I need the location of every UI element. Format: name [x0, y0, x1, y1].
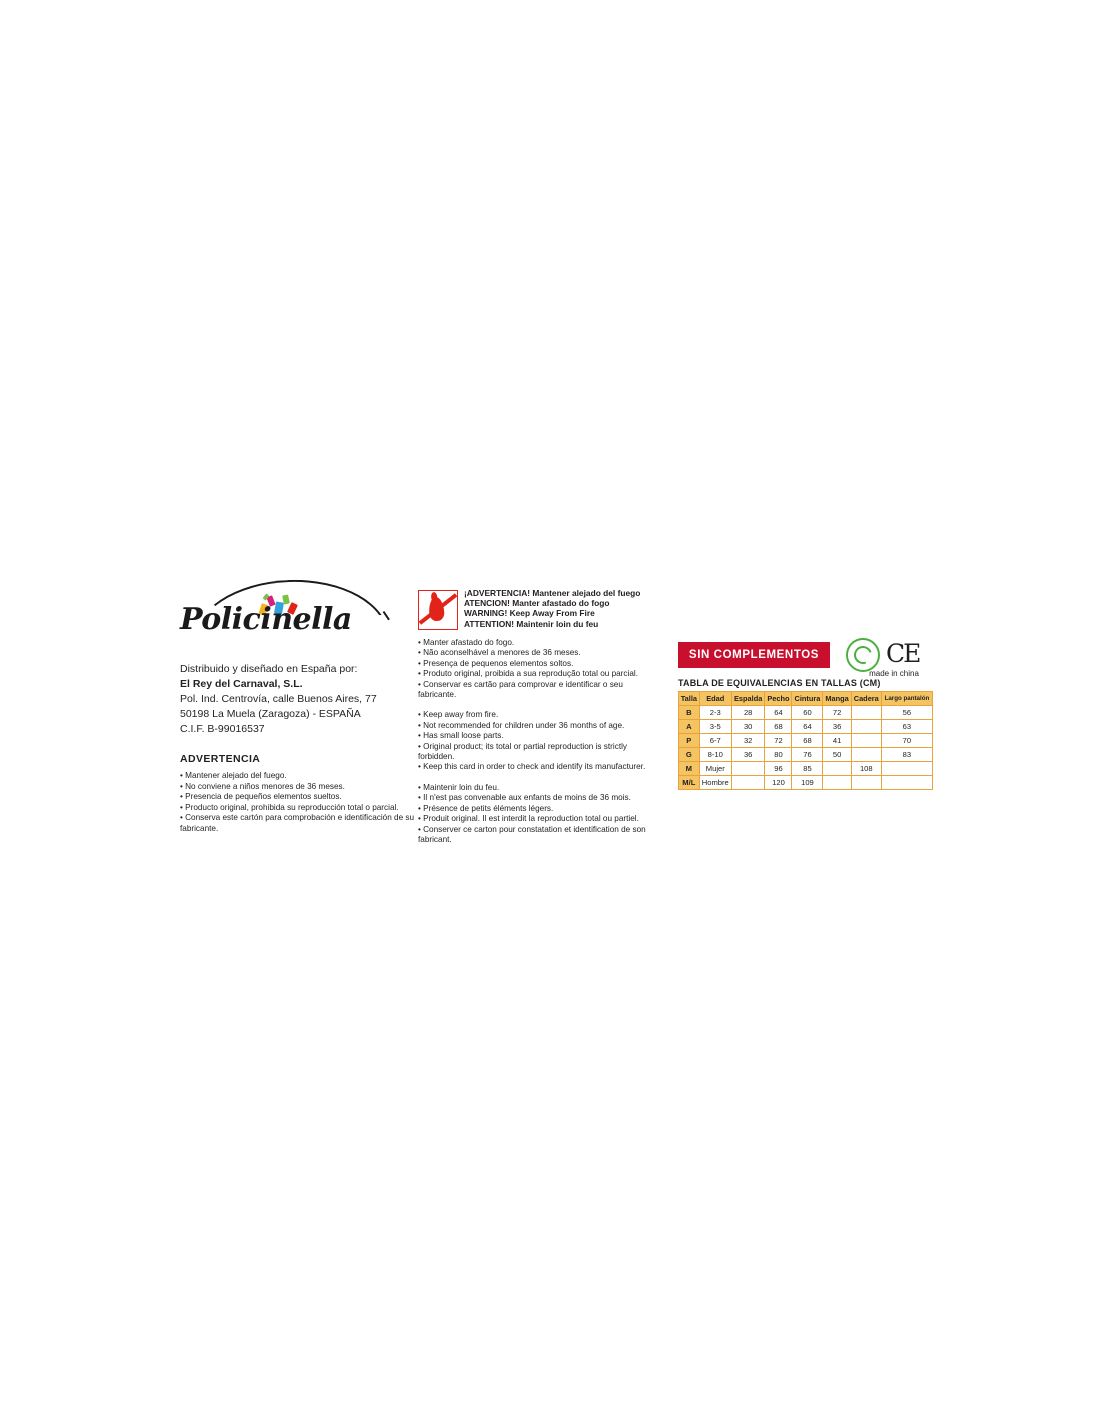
- cell-cadera: [851, 706, 881, 720]
- cell-manga: [823, 776, 851, 790]
- cell-cintura: 60: [792, 706, 823, 720]
- bullet-item: • Manter afastado do fogo.: [418, 638, 515, 647]
- table-row: [679, 776, 933, 790]
- cell-cadera: [851, 748, 881, 762]
- cell-espalda: 36: [731, 748, 765, 762]
- cell-cintura: 76: [792, 748, 823, 762]
- no-accessories-badge: SIN COMPLEMENTOS: [678, 642, 830, 668]
- cell-pecho: 72: [765, 734, 792, 748]
- cell-pecho: 96: [765, 762, 792, 776]
- table-row: [679, 720, 933, 734]
- right-column: [678, 639, 940, 790]
- cell-talla: B: [679, 706, 700, 720]
- cell-manga: 41: [823, 734, 851, 748]
- headline-es: ¡ADVERTENCIA! Mantener alejado del fuego: [464, 588, 641, 598]
- cell-espalda: [731, 762, 765, 776]
- distributor-intro: Distribuido y diseñado en España por:: [180, 663, 358, 675]
- bullet-item: • Keep away from fire.: [418, 710, 499, 720]
- bullet-item: • Not recommended for children under 36 months of age.: [418, 720, 625, 730]
- cell-manga: 50: [823, 748, 851, 762]
- bullet-item: • Original product; its total or partial reproduction is strictly forbidden.: [418, 741, 628, 762]
- cell-cintura: 68: [792, 734, 823, 748]
- cell-cintura: 109: [792, 776, 823, 790]
- cell-cadera: [851, 734, 881, 748]
- cell-talla: P: [679, 734, 700, 748]
- bullets-pt: [418, 638, 648, 700]
- middle-column: [418, 586, 648, 845]
- col-header-cadera: Cadera: [851, 692, 881, 706]
- bullets-fr: [418, 783, 648, 845]
- col-header-cintura: Cintura: [792, 692, 823, 706]
- warning-header: [418, 586, 648, 634]
- made-in-label: made in china: [869, 669, 919, 678]
- bullet-item: • Conservar es cartão para comprovar e identificar o seu fabricante.: [418, 679, 623, 700]
- size-table-title: TABLA DE EQUIVALENCIAS EN TALLAS (CM): [678, 678, 881, 688]
- address-line-1: Pol. Ind. Centrovía, calle Buenos Aires, 77: [180, 693, 377, 705]
- cell-cadera: [851, 776, 881, 790]
- company-name: El Rey del Carnaval, S.L.: [180, 678, 303, 690]
- col-header-pecho: Pecho: [765, 692, 792, 706]
- bullet-item: • Presencia de pequeños elementos sueltos.: [180, 792, 342, 802]
- table-row: [679, 748, 933, 762]
- cell-pecho: 64: [765, 706, 792, 720]
- company-cif: C.I.F. B-99016537: [180, 723, 265, 735]
- cell-largo: 83: [881, 748, 932, 762]
- cell-pecho: 68: [765, 720, 792, 734]
- cell-edad: 6-7: [699, 734, 731, 748]
- cell-espalda: 32: [731, 734, 765, 748]
- no-fire-icon: [418, 590, 458, 630]
- cell-edad: Hombre: [699, 776, 731, 790]
- col-header-manga: Manga: [823, 692, 851, 706]
- multilang-bullets: [418, 638, 648, 845]
- table-row: [679, 762, 933, 776]
- cell-edad: 2-3: [699, 706, 731, 720]
- bullet-item: • Não aconselhável a menores de 36 meses.: [418, 648, 581, 658]
- cell-talla: G: [679, 748, 700, 762]
- certification-marks: [846, 638, 942, 680]
- cell-largo: [881, 762, 932, 776]
- cell-espalda: 30: [731, 720, 765, 734]
- cell-edad: 3-5: [699, 720, 731, 734]
- left-column: [180, 580, 430, 835]
- cell-cadera: [851, 720, 881, 734]
- cell-talla: A: [679, 720, 700, 734]
- cell-largo: 63: [881, 720, 932, 734]
- bullet-item: • Producto original, prohibida su reproducción total o parcial.: [180, 802, 399, 812]
- warning-bullets-es: [180, 771, 430, 835]
- bullet-item: • Produit original. Il est interdit la reproduction total ou partiel.: [418, 814, 639, 824]
- cell-edad: 8-10: [699, 748, 731, 762]
- table-header-row: [679, 692, 933, 706]
- cell-espalda: 28: [731, 706, 765, 720]
- headline-fr: ATTENTION! Maintenir loin du feu: [464, 618, 599, 629]
- bullet-item: • Has small loose parts.: [418, 731, 504, 741]
- cell-cintura: 64: [792, 720, 823, 734]
- cell-cadera: 108: [851, 762, 881, 776]
- bullet-item: • Produto original, proibida a sua reprodução total ou parcial.: [418, 669, 638, 679]
- cell-manga: [823, 762, 851, 776]
- cell-talla: M: [679, 762, 700, 776]
- bullet-item: • Mantener alejado del fuego.: [180, 771, 287, 780]
- address-line-2: 50198 La Muela (Zaragoza) - ESPAÑA: [180, 708, 361, 720]
- bullet-item: • Maintenir loin du feu.: [418, 782, 500, 792]
- logo-wordmark: Policinella: [180, 602, 352, 637]
- cell-espalda: [731, 776, 765, 790]
- bullets-en: [418, 710, 648, 772]
- cell-manga: 72: [823, 706, 851, 720]
- bullet-item: • Conserva este cartón para comprobación e identificación de su fabricante.: [180, 813, 415, 833]
- cell-manga: 36: [823, 720, 851, 734]
- cell-largo: 70: [881, 734, 932, 748]
- cell-pecho: 80: [765, 748, 792, 762]
- warning-headline-multilang: [464, 588, 640, 629]
- col-header-edad: Edad: [699, 692, 731, 706]
- warning-title-es: ADVERTENCIA: [180, 753, 261, 765]
- headline-pt: ATENCION! Manter afastado do fogo: [464, 598, 610, 609]
- col-header-largo-pantalon: Largo pantalón: [881, 692, 932, 706]
- col-header-talla: Talla: [679, 692, 700, 706]
- size-equivalence-table: [678, 691, 933, 790]
- cell-pecho: 120: [765, 776, 792, 790]
- cell-talla: M/L: [679, 776, 700, 790]
- headline-en: WARNING! Keep Away From Fire: [464, 608, 595, 619]
- cell-largo: 56: [881, 706, 932, 720]
- cell-cintura: 85: [792, 762, 823, 776]
- distributor-block: [180, 662, 430, 737]
- bullet-item: • Présence de petits éléments légers.: [418, 803, 554, 813]
- table-row: [679, 734, 933, 748]
- col-header-espalda: Espalda: [731, 692, 765, 706]
- bullet-item: • Il n'est pas convenable aux enfants de moins de 36 mois.: [418, 793, 631, 803]
- cell-largo: [881, 776, 932, 790]
- table-row: [679, 706, 933, 720]
- bullet-item: • Presença de pequenos elementos soltos.: [418, 658, 574, 668]
- cell-edad: Mujer: [699, 762, 731, 776]
- recycle-icon: [846, 638, 880, 672]
- bullet-item: • Keep this card in order to check and identify its manufacturer.: [418, 762, 646, 772]
- brand-logo: [180, 580, 395, 650]
- bullet-item: • No conviene a niños menores de 36 meses.: [180, 781, 345, 791]
- ce-mark-icon: CE: [886, 639, 920, 668]
- bullet-item: • Conserver ce carton pour constatation et identification de son fabricant.: [418, 824, 646, 844]
- packaging-artwork: [180, 580, 940, 850]
